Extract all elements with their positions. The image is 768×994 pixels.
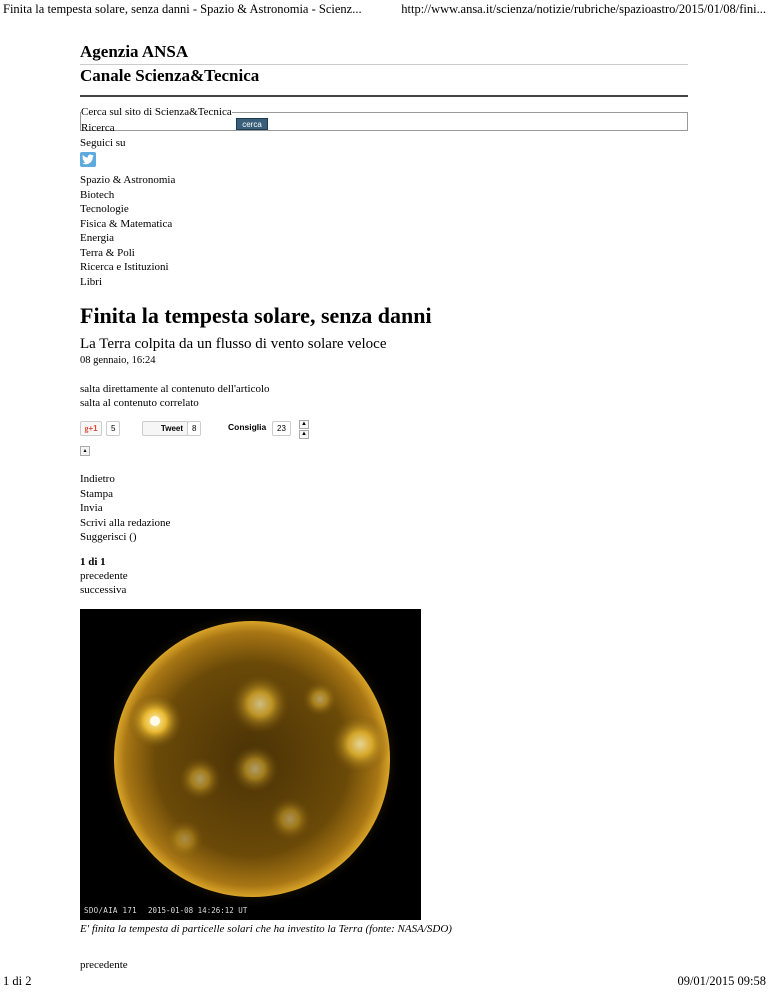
skip-to-related-link[interactable]: salta al contenuto correlato [80,397,199,409]
gallery-counter: 1 di 1 [80,555,106,568]
broken-image-icon: ▴ [80,446,90,456]
nav-item-biotech[interactable]: Biotech [80,188,115,201]
print-footer [0,974,768,992]
article-subtitle: La Terra colpita da un flusso di vento solare veloce [80,336,387,352]
nav-item-fisica[interactable]: Fisica & Matematica [80,217,173,230]
print-page-number: 1 di 2 [3,974,32,988]
nav-item-energia[interactable]: Energia [80,232,115,244]
print-header [0,2,768,20]
section-nav [80,173,688,289]
photo-overlay-instrument: SDO/AIA 171 [84,905,137,915]
skip-links [80,382,688,410]
share-arrows[interactable] [299,420,307,440]
article-actions [80,472,688,545]
channel-name[interactable]: Canale Scienza&Tecnica [80,64,688,87]
follow-section [80,137,688,167]
header-divider [80,95,688,97]
search-button[interactable]: cerca [236,118,268,130]
print-page-url: http://www.ansa.it/scienza/notizie/rubriche/spazioastro/2015/01/08/fini... [401,2,766,16]
nav-item-terra[interactable]: Terra & Poli [80,246,135,259]
article-date: 08 gennaio, 16:24 [80,355,156,366]
gallery-next-link[interactable]: successiva [80,583,127,596]
search-legend: Cerca sul sito di Scienza&Tecnica [81,106,232,118]
search-input[interactable] [81,122,221,134]
nav-item-ricerca[interactable]: Ricerca e Istituzioni [80,261,169,273]
sun-photo [80,609,421,920]
gallery-nav [80,555,688,597]
article-title: Finita la tempesta solare, senza danni [80,303,432,328]
suggest-link[interactable]: Suggerisci () [80,531,137,543]
print-link[interactable]: Stampa [80,487,113,500]
like-count: 23 [272,421,291,436]
photo-overlay-timestamp: 2015-01-08 14:26:12 UT [148,905,248,915]
social-buttons [80,420,688,442]
write-editor-link[interactable]: Scrivi alla redazione [80,516,171,529]
bottom-prev-link[interactable]: precedente [80,958,128,971]
arrow-down-icon[interactable]: ▲ [299,430,309,439]
gplus-count: 5 [106,421,120,436]
search-form [80,107,688,131]
gplus-label: +1 [88,424,98,433]
gplus-button[interactable]: g+1 [80,421,102,436]
nav-item-libri[interactable]: Libri [80,275,102,288]
twitter-icon[interactable] [80,152,96,167]
back-link[interactable]: Indietro [80,473,115,485]
send-link[interactable]: Invia [80,502,103,514]
follow-label: Seguici su [80,137,126,149]
page-content [80,40,688,971]
photo-caption: E' finita la tempesta di particelle solari che ha investito la Terra (fonte: NASA/SDO) [80,922,452,935]
agency-name[interactable]: Agenzia ANSA [80,42,189,61]
gallery-prev-link[interactable]: precedente [80,569,128,582]
nav-item-tecnologie[interactable]: Tecnologie [80,203,129,215]
like-button[interactable]: Consiglia [228,422,267,432]
print-page-title: Finita la tempesta solare, senza danni - Spazio & Astronomia - Scienz... [3,2,362,16]
print-datetime: 09/01/2015 09:58 [677,974,766,988]
nav-item-spazio[interactable]: Spazio & Astronomia [80,174,176,186]
tweet-count: 8 [187,421,201,436]
tweet-button[interactable]: Tweet [142,421,188,436]
arrow-up-icon[interactable]: ▲ [299,420,309,429]
sun-image [80,609,421,920]
skip-to-content-link[interactable]: salta direttamente al contenuto dell'articolo [80,383,270,395]
